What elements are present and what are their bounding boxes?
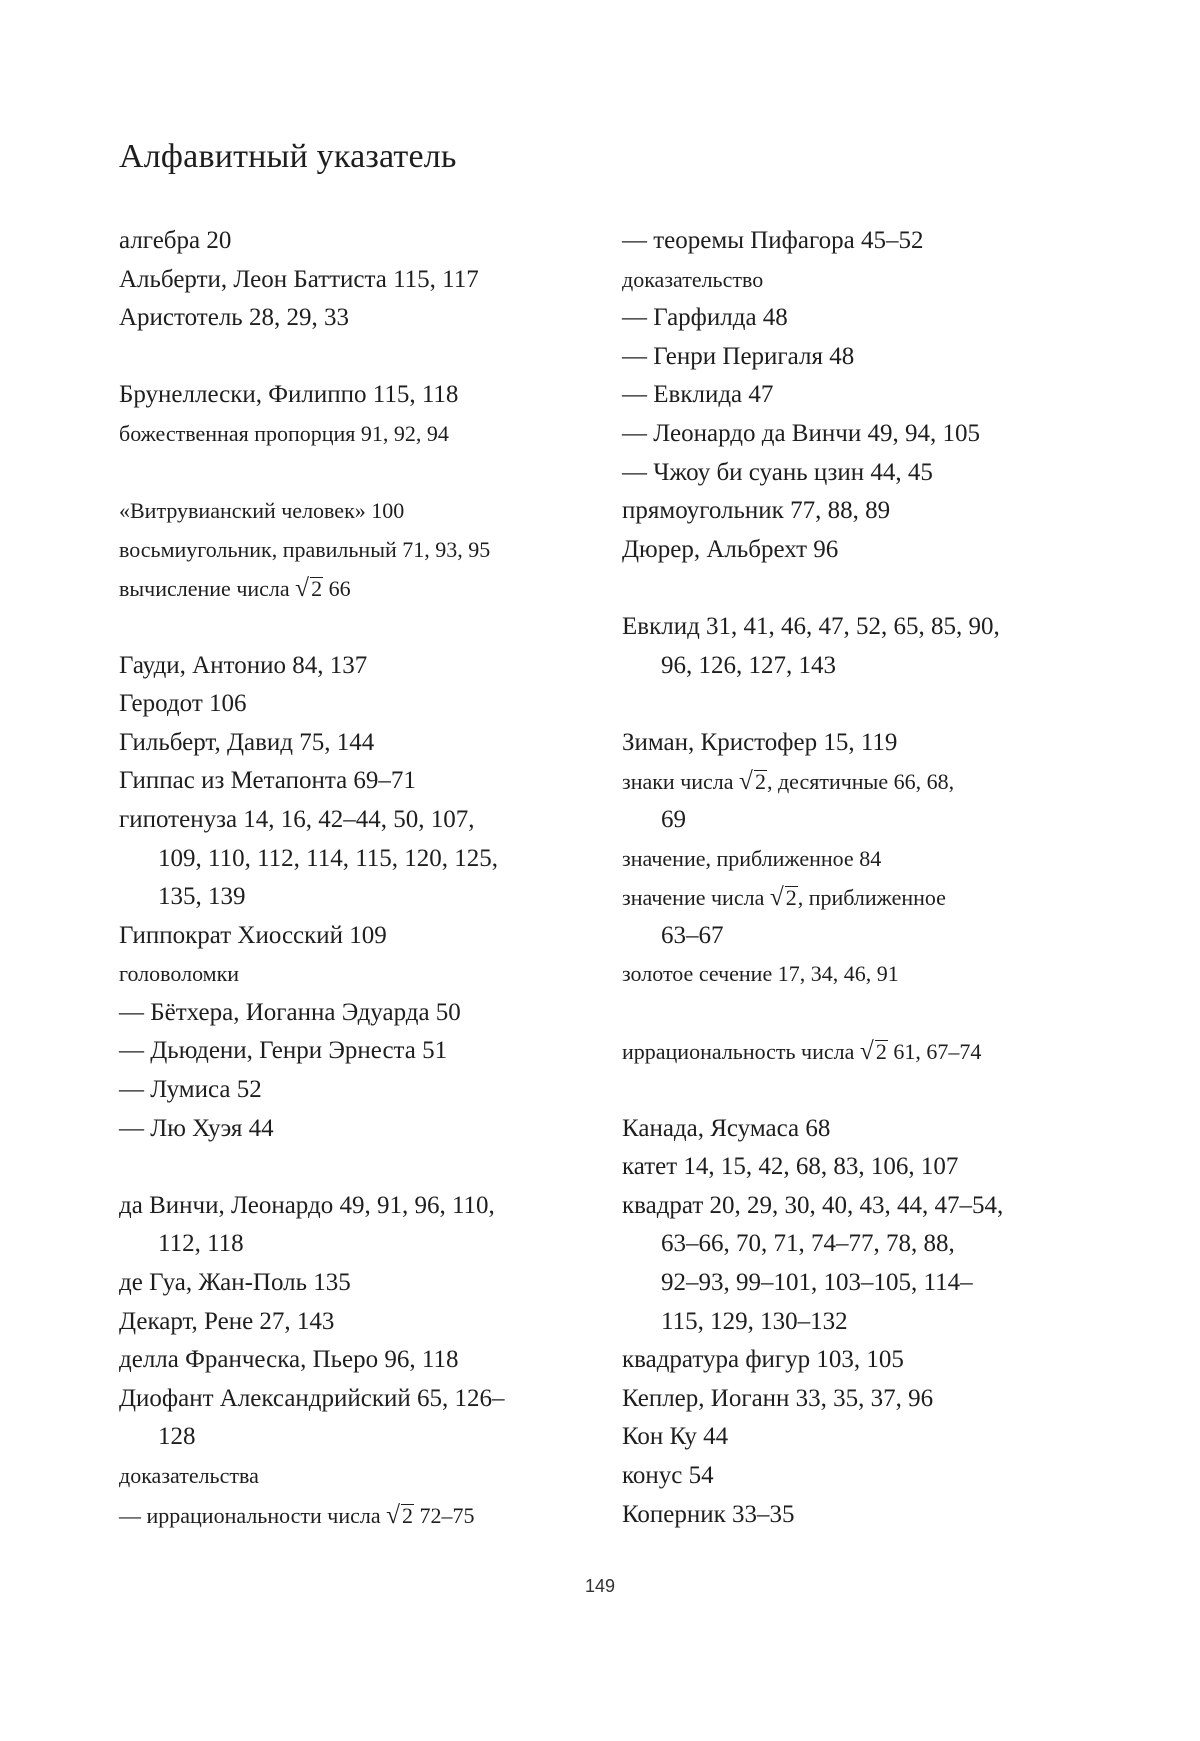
- index-entry: — теоремы Пифагора 45–52: [622, 222, 1092, 261]
- index-entry-continuation: 69: [622, 801, 1092, 840]
- index-entry: квадратура фигур 103, 105: [622, 1341, 1092, 1380]
- index-entry: восьмиугольник, правильный 71, 93, 95: [119, 531, 589, 570]
- index-spacer: [119, 338, 589, 377]
- index-entry: Зиман, Кристофер 15, 119: [622, 724, 1092, 763]
- index-entry: да Винчи, Леонардо 49, 91, 96, 110,: [119, 1187, 589, 1226]
- index-entry-continuation: 63–67: [622, 917, 1092, 956]
- index-entry: — Евклида 47: [622, 376, 1092, 415]
- index-entry-continuation: 109, 110, 112, 114, 115, 120, 125,: [119, 840, 589, 879]
- index-entry: катет 14, 15, 42, 68, 83, 106, 107: [622, 1148, 1092, 1187]
- index-entry: божественная пропорция 91, 92, 94: [119, 415, 589, 454]
- index-entry-text: 66: [323, 576, 351, 601]
- index-entry: значение, приближенное 84: [622, 840, 1092, 879]
- page-title: Алфавитный указатель: [119, 138, 457, 176]
- index-entry-continuation: 96, 126, 127, 143: [622, 647, 1092, 686]
- index-entry: [622, 762, 1092, 801]
- index-entry-text: — иррациональности числа: [119, 1503, 386, 1528]
- index-spacer: [622, 569, 1092, 608]
- index-entry-text: вычисление числа: [119, 576, 295, 601]
- index-column-left: [119, 222, 589, 1534]
- index-entry: Дюрер, Альбрехт 96: [622, 531, 1092, 570]
- index-entry: золотое сечение 17, 34, 46, 91: [622, 955, 1092, 994]
- index-entry: де Гуа, Жан-Поль 135: [119, 1264, 589, 1303]
- index-entry: — Чжоу би суань цзин 44, 45: [622, 454, 1092, 493]
- index-entry: квадрат 20, 29, 30, 40, 43, 44, 47–54,: [622, 1187, 1092, 1226]
- index-entry: «Витрувианский человек» 100: [119, 492, 589, 531]
- index-entry-continuation: 112, 118: [119, 1225, 589, 1264]
- index-entry-text: , десятичные 66, 68,: [767, 769, 954, 794]
- index-entry: алгебра 20: [119, 222, 589, 261]
- radicand: 2: [754, 770, 767, 793]
- index-spacer: [622, 994, 1092, 1033]
- index-entry: — Лю Хуэя 44: [119, 1110, 589, 1149]
- index-entry: Геродот 106: [119, 685, 589, 724]
- index-entry: Кеплер, Иоганн 33, 35, 37, 96: [622, 1380, 1092, 1419]
- index-entry-text: значение числа: [622, 885, 770, 910]
- index-spacer: [119, 608, 589, 647]
- radicand: 2: [310, 577, 323, 600]
- radicand: 2: [785, 886, 798, 909]
- index-entry: — Дьюдени, Генри Эрнеста 51: [119, 1032, 589, 1071]
- radicand: 2: [875, 1040, 888, 1063]
- index-entry: — Леонардо да Винчи 49, 94, 105: [622, 415, 1092, 454]
- index-entry: Альберти, Леон Баттиста 115, 117: [119, 261, 589, 300]
- index-entry: гипотенуза 14, 16, 42–44, 50, 107,: [119, 801, 589, 840]
- index-spacer: [119, 454, 589, 493]
- index-entry: [622, 878, 1092, 917]
- index-spacer: [119, 1148, 589, 1187]
- index-entry: [119, 569, 589, 608]
- index-spacer: [622, 685, 1092, 724]
- square-root-icon: √: [860, 1037, 874, 1065]
- index-entry: Коперник 33–35: [622, 1496, 1092, 1535]
- index-entry: Аристотель 28, 29, 33: [119, 299, 589, 338]
- index-entry: Гиппас из Метапонта 69–71: [119, 762, 589, 801]
- square-root-icon: √: [770, 883, 784, 911]
- index-entry-text: 72–75: [414, 1503, 475, 1528]
- index-entry: — Генри Перигаля 48: [622, 338, 1092, 377]
- index-entry: Гауди, Антонио 84, 137: [119, 647, 589, 686]
- index-entry: [119, 1496, 589, 1535]
- index-entry: Брунеллески, Филиппо 115, 118: [119, 376, 589, 415]
- index-entry: Гиппократ Хиосский 109: [119, 917, 589, 956]
- index-entry: Кон Ку 44: [622, 1418, 1092, 1457]
- index-entry: Канада, Ясумаса 68: [622, 1110, 1092, 1149]
- square-root-icon: √: [739, 767, 753, 795]
- index-entry-continuation: 115, 129, 130–132: [622, 1303, 1092, 1342]
- index-entry: Диофант Александрийский 65, 126–: [119, 1380, 589, 1419]
- index-column-right: [622, 222, 1092, 1534]
- index-entry-text: иррациональность числа: [622, 1039, 860, 1064]
- page-number: 149: [0, 1576, 1200, 1597]
- index-spacer: [622, 1071, 1092, 1110]
- index-entry: [622, 1032, 1092, 1071]
- index-entry: Декарт, Рене 27, 143: [119, 1303, 589, 1342]
- index-entry-text: знаки числа: [622, 769, 739, 794]
- index-entry: прямоугольник 77, 88, 89: [622, 492, 1092, 531]
- index-entry-text: , приближенное: [798, 885, 946, 910]
- square-root-icon: √: [295, 574, 309, 602]
- radicand: 2: [401, 1504, 414, 1527]
- index-entry-continuation: 63–66, 70, 71, 74–77, 78, 88,: [622, 1225, 1092, 1264]
- index-entry-text: 61, 67–74: [888, 1039, 982, 1064]
- index-entry-continuation: 135, 139: [119, 878, 589, 917]
- index-entry: — Бётхера, Иоганна Эдуарда 50: [119, 994, 589, 1033]
- index-entry: делла Франческа, Пьеро 96, 118: [119, 1341, 589, 1380]
- square-root-icon: √: [386, 1501, 400, 1529]
- index-entry: Евклид 31, 41, 46, 47, 52, 65, 85, 90,: [622, 608, 1092, 647]
- index-entry: Гильберт, Давид 75, 144: [119, 724, 589, 763]
- index-entry-continuation: 92–93, 99–101, 103–105, 114–: [622, 1264, 1092, 1303]
- index-entry: — Лумиса 52: [119, 1071, 589, 1110]
- index-entry: головоломки: [119, 955, 589, 994]
- index-entry: доказательство: [622, 261, 1092, 300]
- index-entry: конус 54: [622, 1457, 1092, 1496]
- index-entry: — Гарфилда 48: [622, 299, 1092, 338]
- index-entry-continuation: 128: [119, 1418, 589, 1457]
- index-entry: доказательства: [119, 1457, 589, 1496]
